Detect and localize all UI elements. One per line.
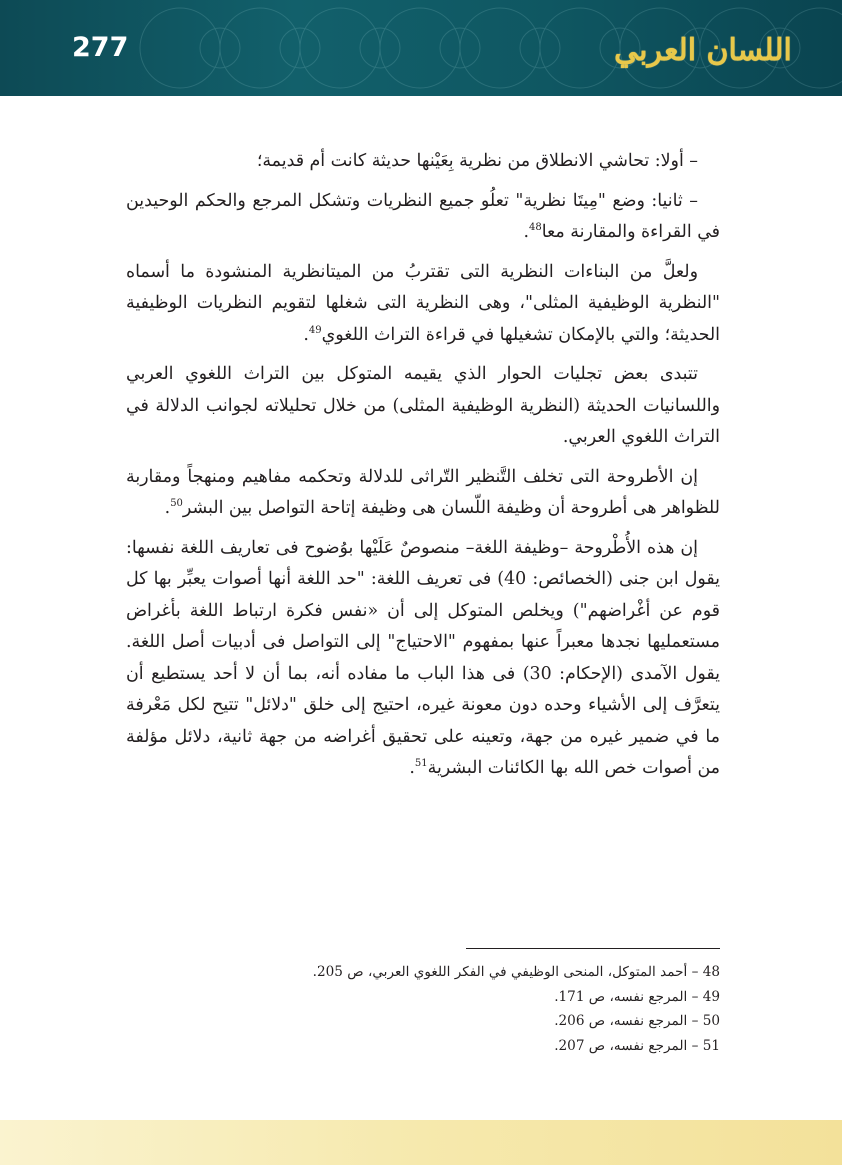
paragraph-3-text: ولعلَّ من البناءات النظرية التى تقتربُ من الميتانظرية المنشودة ما أسماه "النظرية الوظيفية المثلى"، وهى النظرية التى شغلها لتقويم النظريات الوظيفية الحديثة؛ والتي بالإمكان تشغيلها في قراءة التراث اللغوي [126,261,720,345]
footnote-50: 50 – المرجع نفسه، ص 206. [554,1013,720,1029]
footnote-ref-50[interactable]: 50 [170,498,183,510]
paragraph-5 [126,462,720,525]
footer-band [0,1120,842,1165]
footnote-51: 51 – المرجع نفسه، ص 207. [554,1037,720,1054]
paragraph-3 [126,257,720,352]
footnotes [126,960,720,1058]
paragraph-3-end: . [303,324,309,345]
footnote-49: 49 – المرجع نفسه، ص 171. [554,988,720,1005]
footnote-divider [466,948,720,949]
footnote-48: 48 – أحمد المتوكل، المنحى الوظيفي في الفكر اللغوي العربي، ص 205. [312,964,720,980]
journal-logo: اللسان العربي [614,32,792,68]
paragraph-5-text: إن الأطروحة التى تخلف التَّنظير التّراثى للدلالة وتحكمه مفاهيم ومنهجاً ومقاربة للظواهر هى أطروحة أن وظيفة اللّسان هى وظيفة إتاحة التواصل بين البشر [126,466,720,518]
paragraph-2-end: . [523,222,529,242]
paragraph-2 [126,186,720,249]
paragraph-6 [126,533,720,785]
paragraph-4: تتبدى بعض تجليات الحوار الذي يقيمه المتوكل بين التراث اللغوي العربي واللسانيات الحديثة (النظرية الوظيفية المثلى) من خلال تحليلاته لجوانب الدلالة في التراث اللغوي العربي. [126,364,720,447]
paragraph-5-end: . [164,498,171,518]
paragraph-6-text: إن هذه الأُطْروحة –وظيفة اللغة– منصوصٌ عَلَيْها بوُضوح فى تعاريف اللغة نفسها: يقول ابن جنى (الخصائص: 40) فى تعريف اللغة: "حد اللغة أنها أصوات يعبِّر بها كل قوم عن أغْراضهم") ويخلص المتوكل إلى أن «نفس فكرة ارتباط اللغة بأغراض مستعمليها نجدها معبراً عنها بمفهوم "الاحتياج" إلى التواصل فى أدبيات أصل اللغة. يقول الآمدى (الإحكام: 30) فى هذا الباب ما مفاده أنه، بما أن لا أحد يستطيع أن يتعرَّف إلى الأشياء وحده دون معونة غيره، احتيج إلى خلق "دلائل" تتيح لكل مَعْرفة ما في ضمير غيره من جهة، وتعينه على تحقيق أغراضه من جهة ثانية، دلائل مؤلفة من أصوات خص الله بها الكائنات البشرية [126,537,720,778]
page-number: 277 [72,32,129,63]
footnote-ref-49[interactable]: 49 [308,324,322,336]
footnote-ref-51[interactable]: 51 [414,758,428,770]
paragraph-1: – أولا: تحاشي الانطلاق من نظرية بِعَيْنها حديثة كانت أم قديمة؛ [256,151,698,171]
paragraph-6-end: . [409,758,415,778]
article-body [126,146,720,793]
header-band [0,0,842,96]
footnote-ref-48[interactable]: 48 [528,222,542,234]
paragraph-2-text: – ثانيا: وضع "مِيتَا نظرية" تعلُو جميع النظريات وتشكل المرجع والحكم الوحيدين في القراءة والمقارنة معا [126,190,720,242]
